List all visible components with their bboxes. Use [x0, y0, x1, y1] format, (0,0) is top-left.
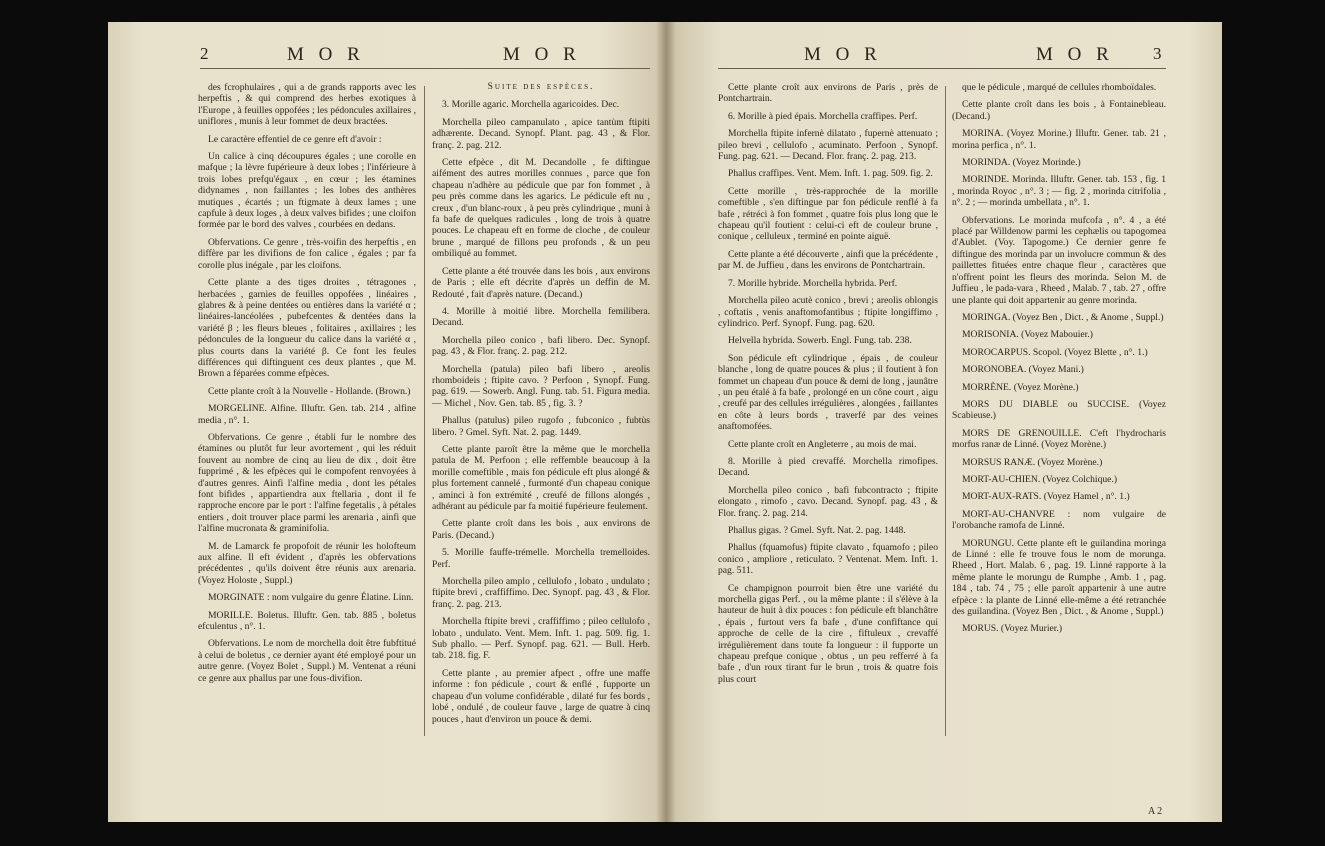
- paragraph: MORONOBEA. (Voyez Mani.): [962, 364, 1084, 376]
- paragraph: Obfervations. Le nom de morchella doit être fubftitué à celui de boletus , ce dernier ayant été employé pour un autre genre. (Voyez Bolet , Suppl.) M. Ventenat a réuni ce genre aux phallus par une fous-divifion.: [198, 638, 416, 684]
- paragraph: 7. Morille hybride. Morchella hybrida. Perf.: [728, 277, 898, 289]
- paragraph: MORUS. (Voyez Murier.): [962, 623, 1063, 635]
- paragraph: 4. Morille à moitié libre. Morchella femilibera. Decand.: [432, 305, 650, 329]
- paragraph: Morchella pileo amplo , cellulofo , lobato , undulato ; ftipite brevi , craffiffimo. Dec. Synopf. pag. 43 , & Flor. franç. 2. pag. 213.: [432, 576, 650, 610]
- paragraph: MORILLE. Boletus. Illuftr. Gen. tab. 885 , boletus efculentus , n°. 1.: [198, 609, 416, 633]
- paragraph: MORINGA. (Voyez Ben , Dict. , & Anome , Suppl.): [962, 311, 1164, 323]
- paragraph: Le caractère effentiel de ce genre eft d'avoir :: [208, 133, 382, 145]
- paragraph: Morchella pileo conico , bafi libero. Dec. Synopf. pag. 43 , & Flor. franç. 2. pag. 212.: [432, 334, 650, 358]
- paragraph: MORT-AU-CHANVRE : nom vulgaire de l'orobanche ramofa de Linné.: [952, 508, 1166, 532]
- paragraph: MORINDA. (Voyez Morinde.): [962, 157, 1081, 169]
- left-page-column-1: [198, 82, 416, 690]
- paragraph: Morchella pileo acutè conico , brevi ; areolis oblongis , coftatis , venis anaftomofantibus ; ftipite longiffimo , cylindrico. Perf. Synopf. Fung. pag. 620.: [718, 295, 938, 329]
- paragraph: MORGINATE : nom vulgaire du genre Élatine. Linn.: [208, 592, 414, 604]
- right-head-rule: [718, 68, 1166, 69]
- paragraph: Cette plante , au premier afpect , offre une maffe informe : fon pédicule , court & enflé , fupporte un chapeau d'un volume confidérable , dilaté fur fes bords , lobé , ondulé , de couleur fauve , large de quatre à cinq pouces , haut d'environ un pouce & demi.: [432, 667, 650, 725]
- paragraph: Morchella pileo conico , bafi fubcontracto ; ftipite elongato , rimofo , cavo. Decand. Synopf. pag. 43 , & Flor. franç. 2. pag. 214.: [718, 484, 938, 519]
- right-column-divider: [945, 86, 946, 736]
- paragraph: Morchella ftipite brevi , craffiffimo ; pileo cellulofo , lobato , undulato. Vent. Mem. Inft. 1. pag. 509. fig. 1. Sub phallo. — Perf. Synopf. pag. 621. — Bull. Herb. tab. 218. fig. F.: [432, 616, 650, 662]
- paragraph: Helvella hybrida. Sowerb. Engl. Fung. tab. 238.: [728, 335, 912, 347]
- paragraph: Ce champignon pourroit bien être une variété du morchella gigas Perf. , ou la même plante : il s'élève à la hauteur de huit à dix pouces : fon pédicule eft blanchâtre , épais , furtout vers fa bafe , d'une confiftance qui approche de celle de la cire , fiftuleux , crevaffé irrégulièrement dans toute fa longueur : il fupporte un chapeau prefque conique , obtus , un peu refferré à fa bafe , d'un roux tirant fur le brun , trois & quatre fois plus court: [718, 582, 938, 685]
- paragraph: MORT-AUX-RATS. (Voyez Hamel , n°. 1.): [962, 491, 1130, 503]
- paragraph: Phallus (patulus) pileo rugofo , fubconico , fubtùs libero. ? Gmel. Syft. Nat. 2. pag. 1449.: [432, 415, 650, 438]
- paragraph: Son pédicule eft cylindrique , épais , de couleur blanche , long de quatre pouces & plus ; il foutient à fon fommet un chapeau d'un pouce & demi de long , jaunâtre , un peu étalé à fa bafe , prolongé en un cône court , aigu , creufé par des cellules irrégulières , alongées , faillantes en côte à leurs bords , traverfé par des veines anaftomofées.: [718, 352, 938, 433]
- paragraph: Obfervations. Le morinda mufcofa , n°. 4 , a été placé par Willdenow parmi les cephælis ou tapogomea d'Aublet. (Voy. Tapogome.) Ce dernier genre fe diftingue des morinda par un involucre commun & des paillettes fituées entre chaque fleur , caractères que n'offrent point les fleurs des morinda. Selon M. de Juffieu , le pada-vara , Rheed , Malab. 7 , tab. 27 , offre une plante qui doit appartenir au genre morinda.: [952, 214, 1166, 306]
- left-running-head-a: M O R: [287, 44, 365, 65]
- left-column-divider: [424, 86, 425, 736]
- left-page-column-2: [432, 82, 650, 731]
- paragraph: MORRÈNE. (Voyez Morène.): [962, 381, 1079, 393]
- paragraph: MORSUS RANÆ. (Voyez Morène.): [962, 456, 1103, 468]
- paragraph: Cette plante croît en Angleterre , au mois de mai.: [728, 438, 917, 450]
- paragraph: MORISONIA. (Voyez Mabouier.): [962, 329, 1093, 341]
- paragraph: 5. Morille fauffe-trémelle. Morchella tremelloides. Perf.: [432, 547, 650, 570]
- paragraph: des fcrophulaires , qui a de grands rapports avec les herpeftis , & qui comprend des herbes exotiques à l'Europe , à feuilles oppofées ; les pédoncules axillaires , uniflores , munis à leur fommet de deux bractées.: [198, 82, 416, 128]
- paragraph: MOROCARPUS. Scopol. (Voyez Blette , n°. 1.): [962, 346, 1148, 358]
- book-gutter: [656, 22, 676, 822]
- paragraph: 3. Morille agaric. Morchella agaricoides. Dec.: [442, 99, 620, 111]
- paragraph: Phallus gigas. ? Gmel. Syft. Nat. 2. pag. 1448.: [728, 525, 906, 536]
- paragraph: Morchella ftipite infernè dilatato , fupernè attenuato ; pileo brevi , cellulofo , acuminato. Perfoon , Synopf. Fung. pag. 621. — Decand. Flor. franç. 2. pag. 213.: [718, 128, 938, 163]
- left-head-rule: [200, 68, 650, 69]
- paragraph: Morchella (patula) pileo bafi libero , areolis rhomboideis ; ftipite cavo. ? Perfoon , Synopf. Fung. pag. 619. — Sowerb. Angl. Fung. tab. 51. Figura media. — Michel , Nov. Gen. tab. 85 , fig. 3. ?: [432, 363, 650, 409]
- paragraph: Cette plante a été découverte , ainfi que la précédente , par M. de Juffieu , dans les environs de Pontchartrain.: [718, 248, 938, 272]
- paragraph: Cette plante croît dans les bois , aux environs de Paris. (Decand.): [432, 518, 650, 541]
- paragraph: MORT-AU-CHIEN. (Voyez Colchique.): [962, 473, 1118, 485]
- right-page-column-2: [952, 82, 1166, 641]
- paragraph: Cette plante croît dans les bois , à Fontainebleau. (Decand.): [952, 99, 1166, 122]
- paragraph: Cette plante a été trouvée dans les bois , aux environs de Paris ; elle eft décrite d'après un deffin de M. Redouté , fait d'après nature. (Decand.): [432, 265, 650, 300]
- signature-mark: A 2: [1148, 806, 1163, 817]
- paragraph: MORS DE GRENOUILLE. C'eft l'hydrocharis morfus ranæ de Linné. (Voyez Morène.): [952, 427, 1166, 451]
- left-page-number: 2: [200, 44, 209, 63]
- paragraph: Cette plante croît à la Nouvelle - Hollande. (Brown.): [208, 385, 411, 397]
- paragraph: Cette plante paroît être la même que le morchella patula de M. Perfoon ; elle reffemble beaucoup à la morille comeftible , mais fon pédicule eft plus alongé & plus fortement cannelé , furmonté d'un chapeau conique , aminci à fon extrémité , creufé de fillons alongés , adhérant au pédicule par fa moitié fupérieure feulement.: [432, 443, 650, 512]
- right-page-number: 3: [1153, 44, 1162, 63]
- paragraph: MORGELINE. Alfine. Illuftr. Gen. tab. 214 , alfine media , n°. 1.: [198, 403, 416, 426]
- right-page-column-1: [718, 82, 938, 691]
- paragraph: Morchella pileo campanulato , apice tantùm ftipiti adhærente. Decand. Synopf. Plant. pag. 43 , & Flor. franç. 2. pag. 212.: [432, 116, 650, 151]
- paragraph: 6. Morille à pied épais. Morchella craffipes. Perf.: [728, 110, 918, 122]
- paragraph: Obfervations. Ce genre , très-voifin des herpeftis , en diffère par les divifions de fon calice , égales ; par fa corolle plus inégale , par les cloifons.: [198, 236, 416, 271]
- paragraph: M. de Lamarck fe propofoit de réunir les holofteum aux alfine. Il eft évident , d'après les obfervations précédentes , qu'ils doivent être réunis aux arenaria. (Voyez Holoste , Suppl.): [198, 540, 416, 586]
- paragraph: MORS DU DIABLE ou SUCCISE. (Voyez Scabieuse.): [952, 398, 1166, 422]
- paragraph: Cette efpèce , dit M. Decandolle , fe diftingue aifément des autres morilles connues , parce que fon chapeau n'adhère au pédicule que par fon fommet , à peu près comme dans les agarics. Le pédicule eft nu , creux , d'un blanc-roux , à peu près cylindrique , muni à fa bafe de quelques radicules , long de trois à quatre pouces. Le chapeau eft en forme de cloche , de couleur brune , marqué de fillons peu profonds , & un peu ombiliqué au fommet.: [432, 157, 650, 260]
- paragraph: Obfervations. Ce genre , établi fur le nombre des étamines ou plutôt fur leur avortement , qui les réduit fouvent au nombre de cinq au lieu de dix , doit être fupprimé , & les efpèces qui le compofent renvoyées à d'autres genres. Ainfi l'alfine media , dont les pétales font bifides , appartiendra aux ftellaria , dont il fe rapproche encore par le port : l'alfine fegetalis , à pétales entiers , doit trouver place parmi les arenaria , ainfi que l'alfine mucronata & graminifolia.: [198, 431, 416, 535]
- section-subtitle: Suite des espèces.: [487, 82, 595, 92]
- paragraph: Cette plante a des tiges droites , tétragones , herbacées , garnies de feuilles oppofées , linéaires , glabres & à peine dentées ou entières dans la variété α ; linéaires-lancéolées , pubefcentes & dentées dans la variété β ; les fleurs bleues , folitaires , axillaires ; les pédoncules de la longueur du calice dans la variété α , plus courts dans la variété β. Ce font les feules différences qui diftinguent ces deux plantes , que M. Brown a féparées comme efpèces.: [198, 277, 416, 380]
- paragraph: Cette morille , très-rapprochée de la morille comeftible , s'en diftingue par fon pédicule renflé à fa bafe , rétréci à fon fommet , quatre fois plus long que le chapeau qu'il foutient : celui-ci eft de couleur brune , conique , celluleux , terminé en pointe aiguë.: [718, 185, 938, 243]
- paragraph: Phallus (fquamofus) ftipite clavato , fquamofo ; pileo conico , ampliore , reticulato. ? Ventenat. Mem. Inft. 1. pag. 511.: [718, 542, 938, 577]
- paragraph: que le pédicule , marqué de cellules rhomboïdales.: [962, 82, 1157, 93]
- paragraph: Cette plante croît aux environs de Paris , près de Pontchartrain.: [718, 82, 938, 105]
- paragraph: Phallus craffipes. Vent. Mem. Inft. 1. pag. 509. fig. 2.: [728, 168, 933, 180]
- paragraph: 8. Morille à pied crevaffé. Morchella rimofipes. Decand.: [718, 455, 938, 479]
- paragraph: MORINA. (Voyez Morine.) Illuftr. Gener. tab. 21 , morina perfica , n°. 1.: [952, 128, 1166, 151]
- paragraph: MORUNGU. Cette plante eft le guilandina moringa de Linné : elle fe trouve fous le nom de morunga. Rheed , Hort. Malab. 6 , pag. 19. Linné rapporte à la même plante le morungu de Rumphe , Amb. 1 , pag. 184 , tab. 74 , 75 ; elle paroît appartenir à une autre efpèce : la plante de Linné elle-même a été retranchée des guilandina. (Voyez Ben , Dict. , & Anome , Suppl.): [952, 537, 1166, 618]
- left-running-head-b: M O R: [503, 44, 581, 65]
- paragraph: Un calice à cinq découpures égales ; une corolle en mafque ; la lèvre fupérieure à deux lobes ; l'inférieure à trois lobes prefqu'égaux , en cœur ; les étamines didynames , non faillantes ; les lobes des anthères mutiques , écartés ; un ftigmate à deux lames ; une capfule à deux loges , à deux valves bifides ; une cloifon formée par le bord des valves , courbées en dedans.: [198, 151, 416, 231]
- paragraph: MORINDE. Morinda. Illuftr. Gener. tab. 153 , fig. 1 , morinda Royoc , n°. 3 ; — fig. 2 , morinda citrifolia , n°. 2 ; — morinda umbellata , n°. 1.: [952, 174, 1166, 209]
- right-running-head-b: M O R: [1036, 44, 1114, 65]
- right-running-head-a: M O R: [804, 44, 882, 65]
